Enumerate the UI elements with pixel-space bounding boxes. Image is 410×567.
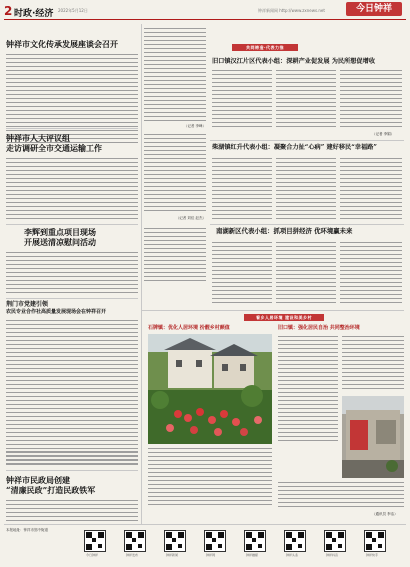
website: 钟祥新闻网 http://www.zxnews.net: [258, 8, 325, 13]
article-body: [144, 134, 206, 216]
masthead-logo: 今日钟祥: [346, 2, 402, 16]
column-banner: 共同缔造·代表力推: [232, 44, 298, 51]
byline: （通讯员 李洁）: [372, 512, 398, 516]
qr-code: [164, 530, 186, 552]
article-body: [144, 228, 206, 284]
header-rule: [4, 19, 406, 20]
page-header: [0, 0, 410, 22]
qr-code: [204, 530, 226, 552]
qr-code-label: 钟祥抖音: [326, 553, 339, 557]
divider: [142, 310, 404, 311]
article-body: [212, 242, 272, 306]
qr-code-label: 今日钟祥: [86, 553, 99, 557]
article-body: [6, 158, 138, 222]
divider: [6, 470, 138, 471]
article-title: 南湖新区代表小组：抓项目拼经济 优环境赢未来: [216, 227, 353, 235]
qr-code: [364, 530, 386, 552]
article-body: [276, 70, 336, 130]
divider: [210, 140, 404, 141]
article-body: [6, 252, 138, 296]
footer-rule: [4, 524, 406, 525]
byline: （记者 刘佳 赵杰）: [175, 216, 206, 220]
qr-code-label: 钟祥头条: [286, 553, 299, 557]
article-body: [340, 158, 402, 222]
divider: [6, 298, 138, 299]
article-body: [342, 336, 404, 392]
qr-code: [124, 530, 146, 552]
qr-code: [284, 530, 306, 552]
qr-code: [84, 530, 106, 552]
village-photo: [148, 334, 272, 444]
article-body: [340, 70, 402, 130]
issue-date: 2022年5月12日: [58, 8, 88, 13]
section-title: 时政·经济: [14, 9, 54, 19]
article-title: 走访调研全市交通运输工作: [6, 143, 102, 153]
article-title: 旧口镇汉江片区代表小组：深耕产业促发展 为民所想促增收: [212, 58, 376, 65]
qr-code: [244, 530, 266, 552]
qr-code-label: 钟祥融媒: [246, 553, 259, 557]
qr-code-label: 钟祥新闻: [166, 553, 179, 557]
street-photo: [342, 396, 404, 478]
article-body: [340, 242, 402, 306]
article-body: [278, 482, 404, 510]
qr-code-label: 钟祥网: [206, 553, 216, 557]
article-body: [278, 336, 338, 444]
article-title: 石牌镇：优化人居环境 扮靓乡村颜值: [148, 325, 230, 331]
article-body: [276, 242, 336, 306]
article-body: [148, 448, 272, 508]
article-body: [6, 500, 138, 524]
article-title: 旧口镇：强化居民自治 共同整治环境: [278, 325, 360, 331]
column-banner: 看乡人居环境 建设和美乡村: [244, 314, 324, 321]
article-title: 钟祥市人大评议组: [6, 133, 70, 143]
qr-code-label: 钟祥快手: [366, 553, 379, 557]
article-body: [212, 70, 272, 130]
divider: [210, 224, 404, 225]
middle-column: [144, 24, 206, 284]
divider: [6, 128, 138, 129]
byline: （记者 李娟）: [372, 132, 395, 136]
left-column: [4, 24, 140, 524]
column-divider: [141, 24, 142, 524]
byline: （记者 李峰）: [183, 124, 206, 128]
article-title: 钟祥市文化传承发展座谈会召开: [6, 39, 118, 49]
article-body: [276, 158, 336, 222]
qr-code: [324, 530, 346, 552]
article-title: 柴湖镇红升代表小组：凝聚合力扯“心病” 建好移民“幸福路”: [212, 144, 377, 151]
article-title: “清廉民政”打造民政铁军: [6, 485, 96, 495]
article-body: [144, 28, 206, 124]
article-title: 开展送清凉慰问活动: [24, 237, 96, 247]
article-title: 荆门市党建引领: [6, 301, 49, 308]
article-title: 李辉到重点项目现场: [24, 227, 96, 237]
divider: [6, 224, 138, 225]
qr-code-label: 钟祥发布: [126, 553, 139, 557]
article-body: [6, 320, 138, 472]
article-body: [212, 158, 272, 222]
article-title: 农民专业合作社高质量发展现场会在钟祥召开: [6, 309, 107, 315]
footer-note: 本报地址：钟祥市郢中街道: [6, 528, 48, 532]
page-number: 2: [4, 4, 13, 18]
article-title: 钟祥市民政局创建: [6, 475, 70, 485]
